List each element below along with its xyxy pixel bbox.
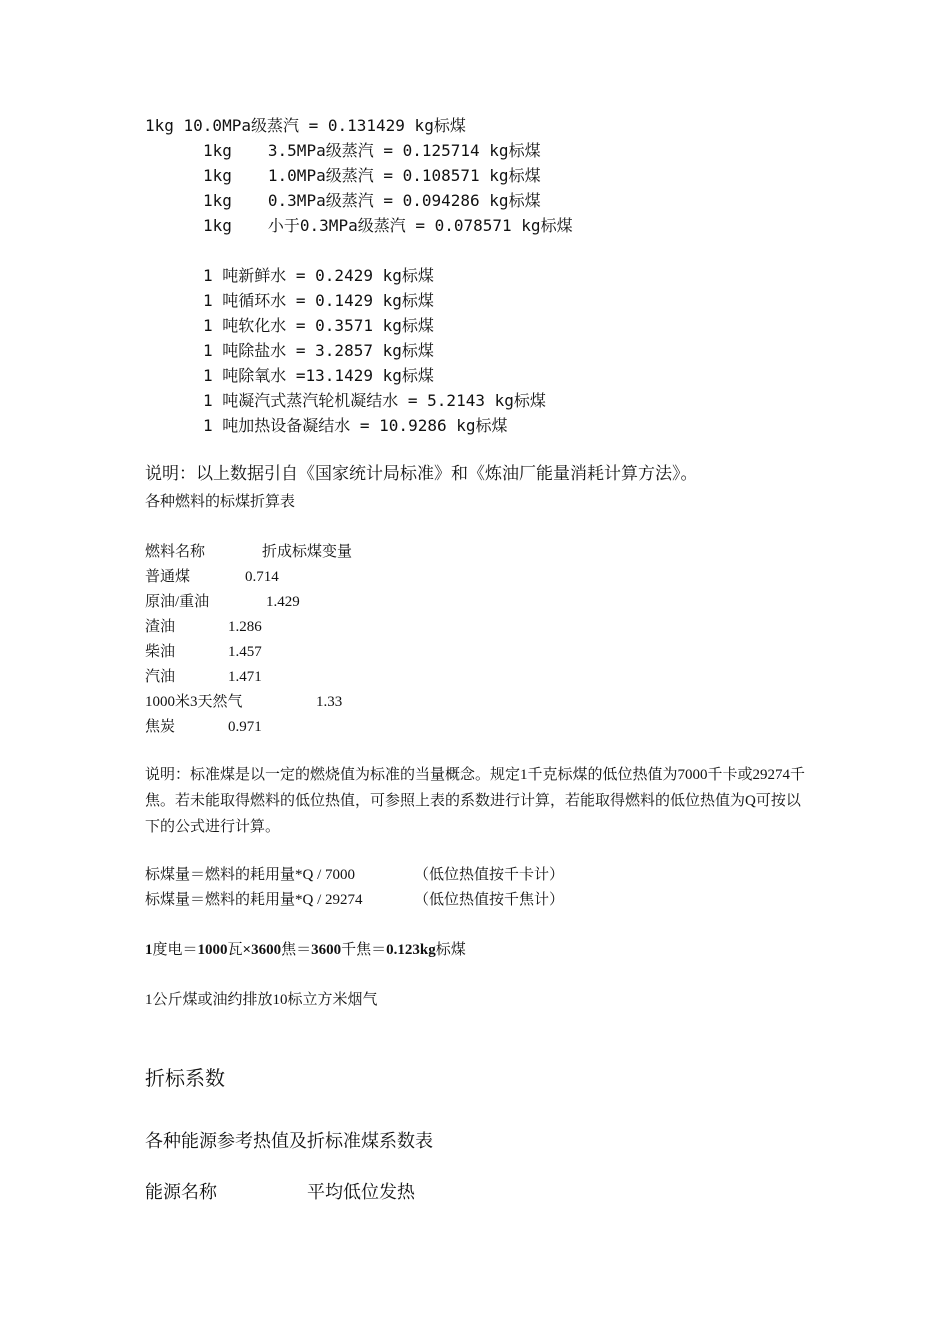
water-line: 1 吨除盐水 = 3.2857 kg标煤 [203, 341, 434, 360]
electricity-conversion [145, 940, 466, 960]
water-line: 1 吨凝汽式蒸汽轮机凝结水 = 5.2143 kg标煤 [203, 391, 546, 410]
fuel-value: 1.286 [228, 619, 262, 635]
fuel-name: 原油/重油 [145, 594, 210, 610]
fuel-value: 0.714 [245, 569, 279, 585]
steam-value: 小于0.3MPa级蒸汽 = 0.078571 kg标煤 [267, 216, 573, 235]
electricity-part: 0.123kg [386, 942, 436, 958]
formula-expr: 标煤量＝燃料的耗用量*Q / 7000 [145, 867, 356, 883]
standard-coal-note: 说明：标准煤是以一定的燃烧值为标准的当量概念。规定1千克标煤的低位热值为7000千卡或29274千焦。若未能取得燃料的低位热值，可参照上表的系数进行计算，若能取得燃料的低位热值为Q可按以下的公式进行计算。 [145, 767, 806, 835]
fuel-value: 0.971 [228, 719, 262, 735]
water-line: 1 吨加热设备凝结水 = 10.9286 kg标煤 [203, 416, 508, 435]
fuel-name: 汽油 [145, 669, 176, 685]
fuel-name: 焦炭 [145, 719, 176, 735]
steam-value: 0.3MPa级蒸汽 = 0.094286 kg标煤 [267, 191, 541, 210]
steam-value: 3.5MPa级蒸汽 = 0.125714 kg标煤 [267, 141, 541, 160]
electricity-part: 1000 [197, 942, 228, 958]
steam-line [203, 166, 541, 186]
fuel-value: 1.457 [228, 644, 262, 660]
fuel-value: 1.471 [228, 669, 262, 685]
electricity-part: 标煤 [435, 942, 466, 958]
steam-line [203, 216, 573, 236]
steam-qty: 1kg [203, 141, 232, 160]
formula-expr: 标煤量＝燃料的耗用量*Q / 29274 [145, 892, 363, 908]
electricity-part: 瓦 [227, 942, 243, 958]
fuel-table-header-name: 燃料名称 [145, 544, 206, 560]
section-subtitle: 各种能源参考热值及折标准煤系数表 [145, 1131, 433, 1151]
electricity-part: 千焦＝ [341, 942, 387, 958]
electricity-part: ×3600 [242, 942, 282, 958]
fuel-table-title: 各种燃料的标煤折算表 [145, 494, 296, 510]
energy-header-name: 能源名称 [145, 1182, 217, 1202]
electricity-part: 度电＝ [152, 942, 198, 958]
water-line: 1 吨新鲜水 = 0.2429 kg标煤 [203, 266, 434, 285]
energy-header-heat: 平均低位发热 [307, 1182, 415, 1202]
fuel-name: 渣油 [145, 619, 176, 635]
steam-qty: 1kg [203, 166, 232, 185]
fuel-name: 1000米3天然气 [145, 694, 243, 710]
steam-line [203, 141, 541, 161]
fuel-value: 1.33 [316, 694, 343, 710]
steam-line: 1kg 10.0MPa级蒸汽 = 0.131429 kg标煤 [145, 116, 466, 135]
emission-note: 1公斤煤或油约排放10标立方米烟气 [145, 992, 378, 1008]
electricity-part: 焦＝ [281, 942, 312, 958]
water-line: 1 吨软化水 = 0.3571 kg标煤 [203, 316, 434, 335]
fuel-name: 普通煤 [145, 569, 191, 585]
steam-value: 1.0MPa级蒸汽 = 0.108571 kg标煤 [267, 166, 541, 185]
electricity-part: 1 [145, 942, 153, 958]
source-note: 说明：以上数据引自《国家统计局标准》和《炼油厂能量消耗计算方法》。 [145, 464, 698, 483]
fuel-value: 1.429 [266, 594, 300, 610]
section-title: 折标系数 [145, 1068, 225, 1090]
fuel-table-header-value: 折成标煤变量 [262, 544, 353, 560]
water-line: 1 吨循环水 = 0.1429 kg标煤 [203, 291, 434, 310]
steam-line [203, 191, 541, 211]
formula-unit: （低位热值按千焦计） [414, 892, 565, 908]
steam-qty: 1kg [203, 216, 232, 235]
water-line: 1 吨除氧水 =13.1429 kg标煤 [203, 366, 434, 385]
fuel-name: 柴油 [145, 644, 176, 660]
formula-unit: （低位热值按千卡计） [414, 867, 565, 883]
electricity-part: 3600 [311, 942, 342, 958]
steam-qty: 1kg [203, 191, 232, 210]
